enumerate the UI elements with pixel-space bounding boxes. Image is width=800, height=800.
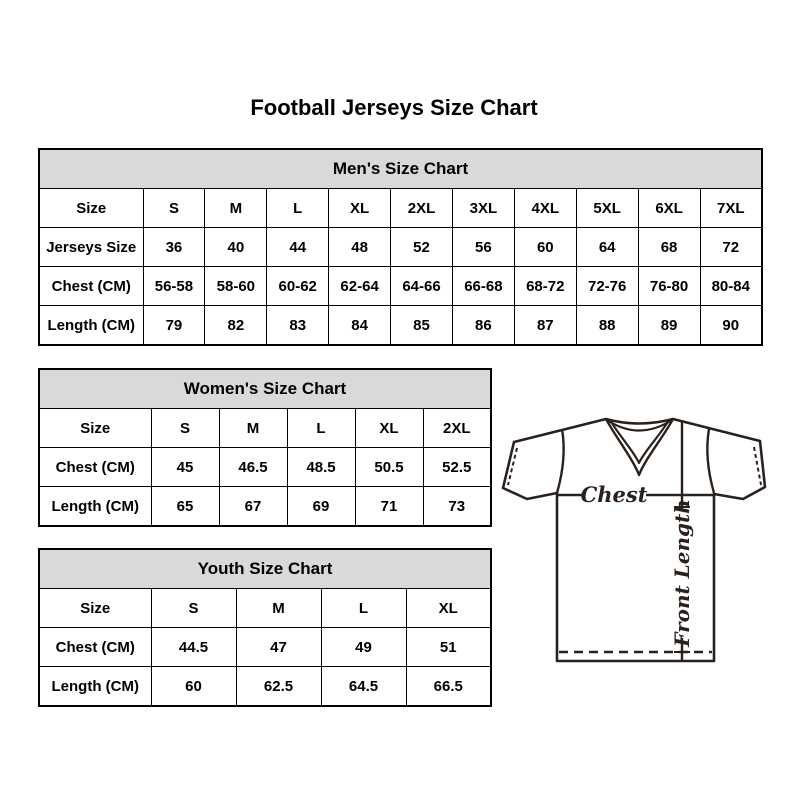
table-cell: 68: [638, 228, 700, 267]
table-cell: L: [267, 189, 329, 228]
row-label: Chest (CM): [39, 448, 151, 487]
table-cell: 90: [700, 306, 762, 346]
table-cell: 58-60: [205, 267, 267, 306]
jersey-measurement-diagram: [498, 396, 773, 688]
table-cell: XL: [355, 409, 423, 448]
table-cell: 85: [391, 306, 453, 346]
table-cell: 83: [267, 306, 329, 346]
table-cell: 6XL: [638, 189, 700, 228]
table-title: Women's Size Chart: [39, 369, 491, 409]
table-cell: S: [151, 409, 219, 448]
jersey-diagram-svg: [498, 396, 773, 688]
table-cell: 4XL: [514, 189, 576, 228]
table-cell: 2XL: [391, 189, 453, 228]
row-label: Jerseys Size: [39, 228, 143, 267]
table-cell: 62-64: [329, 267, 391, 306]
table-cell: 71: [355, 487, 423, 527]
table-title-row: [39, 369, 491, 409]
table-cell: 2XL: [423, 409, 491, 448]
table-cell: 48.5: [287, 448, 355, 487]
table-cell: 66.5: [406, 667, 491, 707]
table-cell: S: [143, 189, 205, 228]
table-cell: 69: [287, 487, 355, 527]
table-cell: 60-62: [267, 267, 329, 306]
table-cell: XL: [329, 189, 391, 228]
table-cell: 51: [406, 628, 491, 667]
table-cell: 52.5: [423, 448, 491, 487]
table-cell: 5XL: [576, 189, 638, 228]
table-cell: 82: [205, 306, 267, 346]
table-cell: 86: [452, 306, 514, 346]
table-title-row: [39, 549, 491, 589]
table-cell: 60: [514, 228, 576, 267]
womens-size-table: [38, 368, 492, 527]
table-title: Men's Size Chart: [39, 149, 762, 189]
table-cell: 36: [143, 228, 205, 267]
table-row: [39, 667, 491, 707]
table-cell: 44: [267, 228, 329, 267]
table-title-row: [39, 149, 762, 189]
table-row: [39, 306, 762, 346]
row-label: Chest (CM): [39, 628, 151, 667]
row-label: Size: [39, 189, 143, 228]
table-cell: M: [219, 409, 287, 448]
table-cell: 72: [700, 228, 762, 267]
front-length-label: Front Length: [670, 499, 694, 647]
table-cell: 64-66: [391, 267, 453, 306]
table-cell: 49: [321, 628, 406, 667]
table-cell: 50.5: [355, 448, 423, 487]
table-cell: XL: [406, 589, 491, 628]
table-cell: 66-68: [452, 267, 514, 306]
table-cell: 84: [329, 306, 391, 346]
table-row: [39, 628, 491, 667]
table-cell: 76-80: [638, 267, 700, 306]
table-row: [39, 189, 762, 228]
page-title: Football Jerseys Size Chart: [250, 95, 538, 120]
table-cell: 79: [143, 306, 205, 346]
table-cell: 64.5: [321, 667, 406, 707]
table-title: Youth Size Chart: [39, 549, 491, 589]
table-cell: 56: [452, 228, 514, 267]
row-label: Size: [39, 589, 151, 628]
table-cell: 40: [205, 228, 267, 267]
table-cell: 44.5: [151, 628, 236, 667]
table-cell: 48: [329, 228, 391, 267]
table-cell: 56-58: [143, 267, 205, 306]
chest-label: Chest: [580, 482, 648, 507]
row-label: Length (CM): [39, 487, 151, 527]
table-cell: L: [321, 589, 406, 628]
table-cell: 64: [576, 228, 638, 267]
row-label: Size: [39, 409, 151, 448]
table-cell: 3XL: [452, 189, 514, 228]
table-cell: 65: [151, 487, 219, 527]
row-label: Length (CM): [39, 306, 143, 346]
table-row: [39, 487, 491, 527]
table-cell: 52: [391, 228, 453, 267]
mens-size-table: [38, 148, 763, 346]
table-row: [39, 589, 491, 628]
table-cell: S: [151, 589, 236, 628]
youth-size-table: [38, 548, 492, 707]
row-label: Length (CM): [39, 667, 151, 707]
table-cell: M: [236, 589, 321, 628]
table-cell: 73: [423, 487, 491, 527]
table-row: [39, 267, 762, 306]
table-cell: 62.5: [236, 667, 321, 707]
table-cell: 7XL: [700, 189, 762, 228]
table-row: [39, 409, 491, 448]
table-cell: 67: [219, 487, 287, 527]
table-cell: L: [287, 409, 355, 448]
table-row: [39, 448, 491, 487]
row-label: Chest (CM): [39, 267, 143, 306]
table-cell: 47: [236, 628, 321, 667]
table-row: [39, 228, 762, 267]
table-cell: M: [205, 189, 267, 228]
table-cell: 87: [514, 306, 576, 346]
table-cell: 72-76: [576, 267, 638, 306]
table-cell: 46.5: [219, 448, 287, 487]
table-cell: 68-72: [514, 267, 576, 306]
table-cell: 88: [576, 306, 638, 346]
table-cell: 80-84: [700, 267, 762, 306]
table-cell: 89: [638, 306, 700, 346]
table-cell: 60: [151, 667, 236, 707]
table-cell: 45: [151, 448, 219, 487]
